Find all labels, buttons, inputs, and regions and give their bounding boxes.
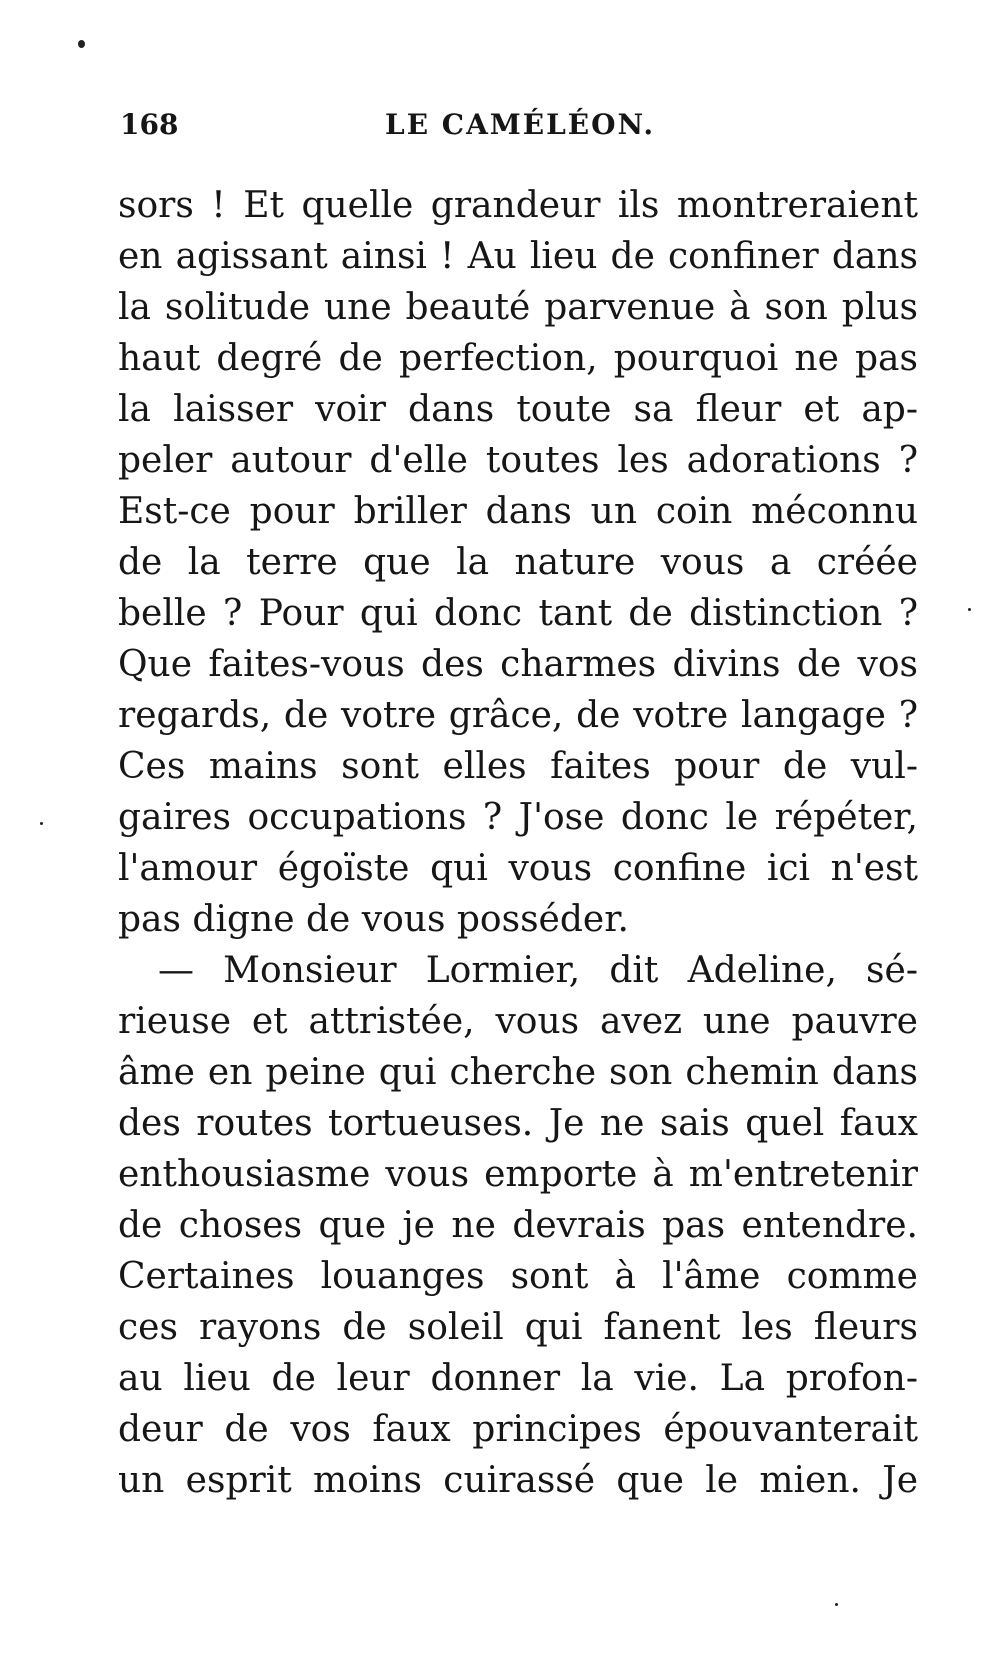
page-number: 168 [120, 108, 179, 141]
text-line: en agissant ainsi ! Au lieu de confiner dans [118, 236, 918, 277]
print-speck [40, 822, 43, 825]
text-line: des routes tortueuses. Je ne sais quel faux [118, 1103, 918, 1144]
text-line: haut degré de perfection, pourquoi ne pas [118, 338, 918, 379]
text-line: Que faites-vous des charmes divins de vos [118, 644, 918, 685]
paragraph-start-line: — Monsieur Lormier, dit Adeline, sé- [158, 950, 918, 991]
text-line: la laisser voir dans toute sa fleur et ap- [118, 389, 918, 430]
text-line: Est-ce pour briller dans un coin méconnu [118, 491, 918, 532]
print-speck [968, 608, 971, 611]
body-text [118, 180, 918, 1506]
text-line: Ces mains sont elles faites pour de vul- [118, 746, 918, 787]
text-line: âme en peine qui cherche son chemin dans [118, 1052, 918, 1093]
print-speck [835, 1603, 838, 1606]
text-line: regards, de votre grâce, de votre langage ? [118, 695, 918, 736]
text-line: un esprit moins cuirassé que le mien. Je [118, 1460, 918, 1501]
text-line: peler autour d'elle toutes les adorations ? [118, 440, 918, 481]
text-line: la solitude une beauté parvenue à son plus [118, 287, 918, 328]
page-header [120, 108, 915, 148]
paragraph-end-line: pas digne de vous posséder. [118, 899, 629, 940]
text-line: de choses que je ne devrais pas entendre. [118, 1205, 918, 1246]
text-line: Certaines louanges sont à l'âme comme [118, 1256, 918, 1297]
text-line: rieuse et attristée, vous avez une pauvre [118, 1001, 918, 1042]
print-speck [78, 40, 85, 48]
text-line: gaires occupations ? J'ose donc le répéter, [118, 797, 918, 838]
text-line: sors ! Et quelle grandeur ils montreraient [118, 185, 918, 226]
text-line: l'amour égoïste qui vous confine ici n'est [118, 848, 918, 889]
text-line: belle ? Pour qui donc tant de distinction ? [118, 593, 918, 634]
text-line: deur de vos faux principes épouvanterait [118, 1409, 918, 1450]
text-line: de la terre que la nature vous a créée [118, 542, 918, 583]
text-line: au lieu de leur donner la vie. La profon- [118, 1358, 918, 1399]
text-line: ces rayons de soleil qui fanent les fleurs [118, 1307, 918, 1348]
running-title: LE CAMÉLÉON. [385, 108, 656, 141]
text-line: enthousiasme vous emporte à m'entretenir [118, 1154, 918, 1195]
